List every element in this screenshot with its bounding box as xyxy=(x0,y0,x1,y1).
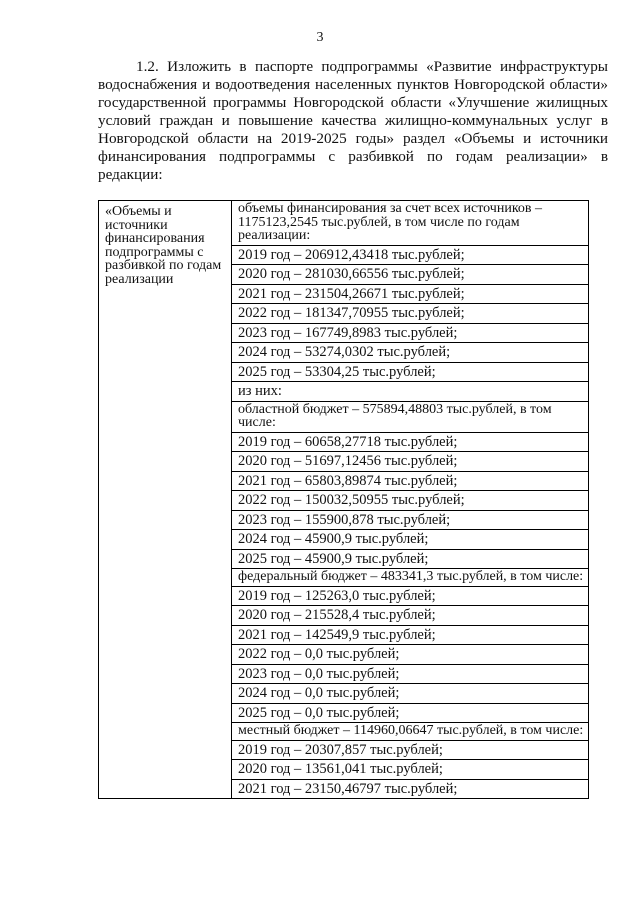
funding-entry: 2022 год – 181347,70955 тыс.рублей; xyxy=(232,304,588,324)
funding-entry: 2019 год – 125263,0 тыс.рублей; xyxy=(232,587,588,607)
funding-entry: 2021 год – 65803,89874 тыс.рублей; xyxy=(232,472,588,492)
funding-entry: федеральный бюджет – 483341,3 тыс.рублей, в том числе: xyxy=(232,569,588,587)
intro-paragraph xyxy=(98,58,608,184)
funding-entry: 2020 год – 13561,041 тыс.рублей; xyxy=(232,760,588,780)
funding-row xyxy=(99,201,589,799)
label-cell xyxy=(99,201,232,799)
funding-entry: 2024 год – 0,0 тыс.рублей; xyxy=(232,684,588,704)
funding-entry: 2021 год – 23150,46797 тыс.рублей; xyxy=(238,780,458,797)
funding-entry: 2023 год – 155900,878 тыс.рублей; xyxy=(232,511,588,531)
funding-entry: местный бюджет – 114960,06647 тыс.рублей, в том числе: xyxy=(232,723,588,741)
funding-entry: 2019 год – 206912,43418 тыс.рублей; xyxy=(232,246,588,266)
funding-entry: 2025 год – 0,0 тыс.рублей; xyxy=(232,704,588,724)
funding-entry: областной бюджет – 575894,48803 тыс.рублей, в том числе: xyxy=(232,402,588,433)
funding-table xyxy=(98,200,589,799)
funding-entry: 2025 год – 53304,25 тыс.рублей; xyxy=(232,363,588,383)
funding-entry: 2022 год – 150032,50955 тыс.рублей; xyxy=(232,491,588,511)
funding-entry: 2024 год – 45900,9 тыс.рублей; xyxy=(232,530,588,550)
funding-entry: 2019 год – 20307,857 тыс.рублей; xyxy=(232,741,588,761)
page-number: 3 xyxy=(316,30,324,45)
funding-entry: 2020 год – 215528,4 тыс.рублей; xyxy=(232,606,588,626)
section-label: «Объемы и источники финансирования подпрограммы с разбивкой по годам реализации xyxy=(105,204,222,287)
funding-entry: 2025 год – 45900,9 тыс.рублей; xyxy=(232,550,588,570)
funding-entry: из них: xyxy=(232,382,588,402)
funding-entry: 2021 год – 142549,9 тыс.рублей; xyxy=(232,626,588,646)
funding-entry: 2020 год – 281030,66556 тыс.рублей; xyxy=(232,265,588,285)
funding-entry: 2023 год – 0,0 тыс.рублей; xyxy=(232,665,588,685)
funding-entry: 2024 год – 53274,0302 тыс.рублей; xyxy=(232,343,588,363)
funding-entry: объемы финансирования за счет всех источников – 1175123,2545 тыс.рублей, в том числе по годам реализации: xyxy=(232,201,588,246)
funding-entry: 2023 год – 167749,8983 тыс.рублей; xyxy=(232,324,588,344)
funding-entry: 2020 год – 51697,12456 тыс.рублей; xyxy=(232,452,588,472)
funding-entry: 2019 год – 60658,27718 тыс.рублей; xyxy=(232,433,588,453)
funding-entry: 2021 год – 231504,26671 тыс.рублей; xyxy=(232,285,588,305)
intro-text: 1.2. Изложить в паспорте подпрограммы «Развитие инфраструктуры водоснабжения и водоотведения населенных пунктов Новгородской области» государственной программы Новгородской области «Улучшение жилищных условий граждан и повышение качества жилищно-коммунальных услуг в Новгородской области на 2019-2025 годы» раздел «Объемы и источники финансирования подпрограммы с разбивкой по годам реализации» в редакции: xyxy=(98,58,608,183)
funding-entry: 2022 год – 0,0 тыс.рублей; xyxy=(232,645,588,665)
value-cell xyxy=(232,201,589,799)
